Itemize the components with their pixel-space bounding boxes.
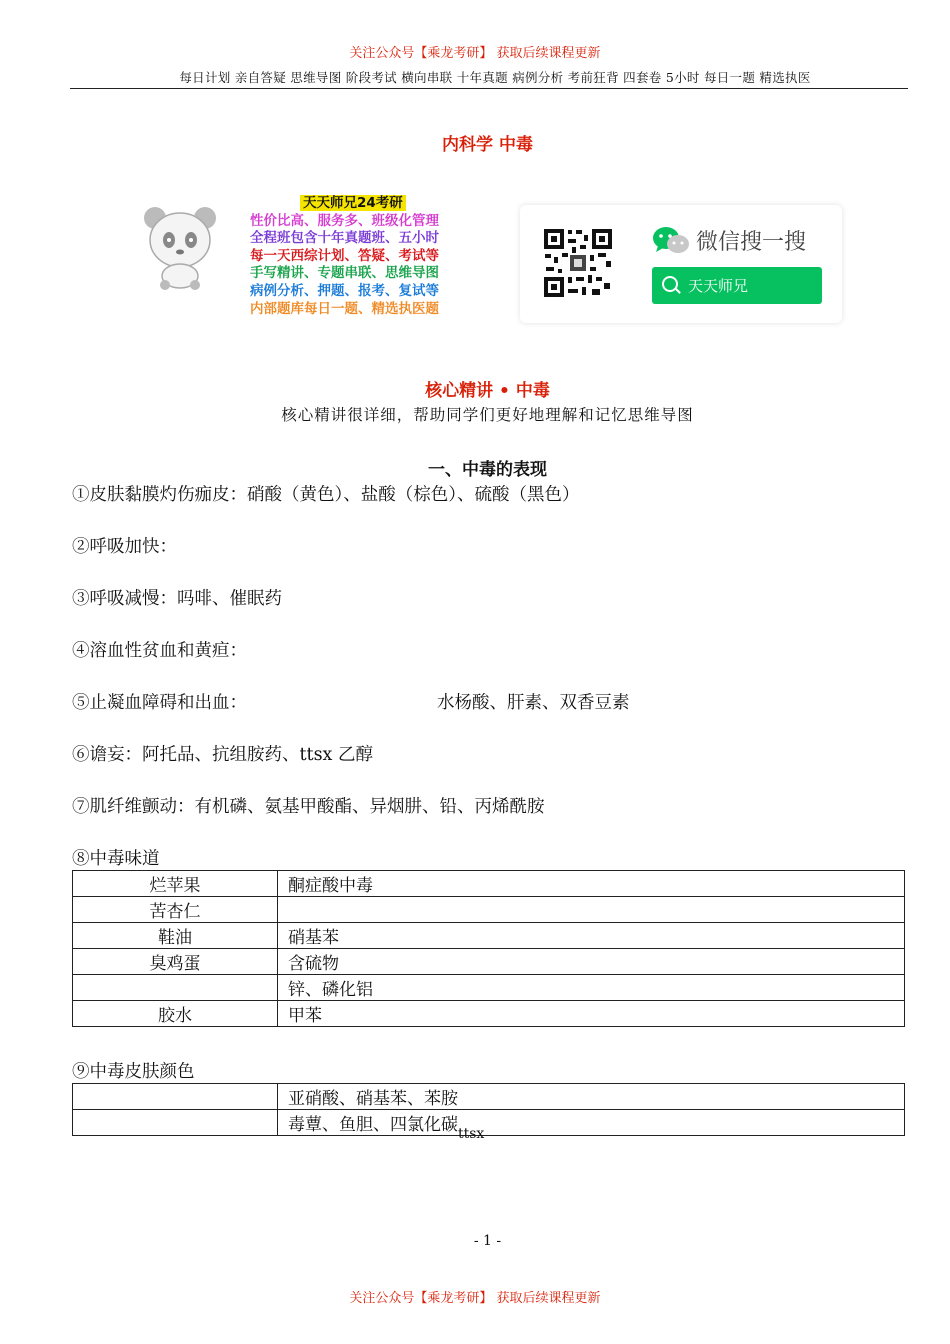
- table-row: [73, 975, 905, 1001]
- table-cell: [73, 1084, 278, 1110]
- promo-line-title: 天天师兄24考研: [300, 195, 406, 211]
- table-cell: [278, 1110, 905, 1142]
- table-cell: [278, 897, 905, 923]
- header-divider: [70, 88, 908, 89]
- watermark-text: ttsx: [458, 1126, 485, 1142]
- wechat-logo-icon: [652, 225, 690, 257]
- promo-line: 性价比高、服务多、班级化管理: [250, 212, 439, 229]
- promo-block: [135, 195, 475, 330]
- section-heading: 一、中毒的表现: [428, 460, 547, 480]
- promo-line: 病例分析、押题、报考、复试等: [250, 282, 439, 299]
- promo-line: 全程班包含十年真题班、五小时: [250, 230, 439, 247]
- table-row: [73, 1001, 905, 1027]
- panda-icon: [135, 200, 225, 290]
- promo-line: 手写精讲、专题串联、思维导图: [250, 265, 439, 282]
- table-cell: 苦杏仁: [73, 897, 278, 923]
- table-cell: [73, 975, 278, 1001]
- table-cell: 鞋油: [73, 923, 278, 949]
- table-cell-text: 毒蕈、鱼胆、四氯化碳: [288, 1115, 458, 1135]
- list-item-answer: 水杨酸、肝素、双香豆素: [437, 693, 630, 713]
- page-title: 内科学 中毒: [442, 135, 533, 155]
- qr-code-icon: [542, 227, 614, 299]
- table-cell: 胶水: [73, 1001, 278, 1027]
- table-row: [73, 949, 905, 975]
- wechat-search-card: [520, 205, 842, 323]
- list-item: ④溶血性贫血和黄疸：: [72, 641, 247, 661]
- promo-text: [250, 195, 439, 318]
- table-cell: 烂苹果: [73, 871, 278, 897]
- table-cell: 亚硝酸、硝基苯、苯胺: [278, 1084, 905, 1110]
- table-cell: 含硫物: [278, 949, 905, 975]
- wechat-search-label: 天天师兄: [688, 277, 749, 295]
- page-number: - 1 -: [473, 1233, 502, 1249]
- table-cell: 硝基苯: [278, 923, 905, 949]
- list-item: ⑦肌纤维颤动：有机磷、氨基甲酸酯、异烟肼、铅、丙烯酰胺: [72, 797, 545, 817]
- section-subtitle: 核心精讲很详细，帮助同学们更好地理解和记忆思维导图: [281, 406, 694, 424]
- course-feature-bar: 每日计划 亲自答疑 思维导图 阶段考试 横向串联 十年真题 病例分析 考前狂背 四套卷 5小时 每日一题 精选执医: [179, 70, 811, 85]
- bottom-banner: 关注公众号【乘龙考研】 获取后续课程更新: [349, 1291, 601, 1306]
- wechat-search-button[interactable]: [652, 267, 822, 304]
- table-cell: 锌、磷化铝: [278, 975, 905, 1001]
- skin-table-label: ⑨中毒皮肤颜色: [72, 1062, 195, 1082]
- wechat-search-title: 微信搜一搜: [696, 230, 807, 255]
- table-row: [73, 871, 905, 897]
- table-row: [73, 1110, 905, 1136]
- section-title: 核心精讲 • 中毒: [425, 381, 550, 401]
- table-cell: [73, 1110, 278, 1136]
- table-cell: 甲苯: [278, 1001, 905, 1027]
- table-cell: 酮症酸中毒: [278, 871, 905, 897]
- promo-line: 内部题库每日一题、精选执医题: [250, 300, 439, 317]
- top-banner: 关注公众号【乘龙考研】 获取后续课程更新: [349, 46, 601, 61]
- list-item: ⑤止凝血障碍和出血：: [72, 693, 247, 713]
- promo-line: 每一天西综计划、答疑、考试等: [250, 247, 439, 264]
- smell-table-label: ⑧中毒味道: [72, 849, 160, 869]
- list-item: ①皮肤黏膜灼伤痂皮：硝酸（黄色）、盐酸（棕色）、硫酸（黑色）: [72, 485, 580, 505]
- table-cell: 臭鸡蛋: [73, 949, 278, 975]
- table-row: [73, 923, 905, 949]
- table-row: [73, 1084, 905, 1110]
- list-item: ⑥谵妄：阿托品、抗组胺药、ttsx 乙醇: [72, 745, 373, 765]
- search-icon: [662, 276, 678, 292]
- skin-color-table: [72, 1083, 905, 1142]
- list-item: ②呼吸加快：: [72, 537, 177, 557]
- smell-table: [72, 870, 905, 1027]
- table-row: [73, 897, 905, 923]
- list-item: ③呼吸减慢：吗啡、催眠药: [72, 589, 282, 609]
